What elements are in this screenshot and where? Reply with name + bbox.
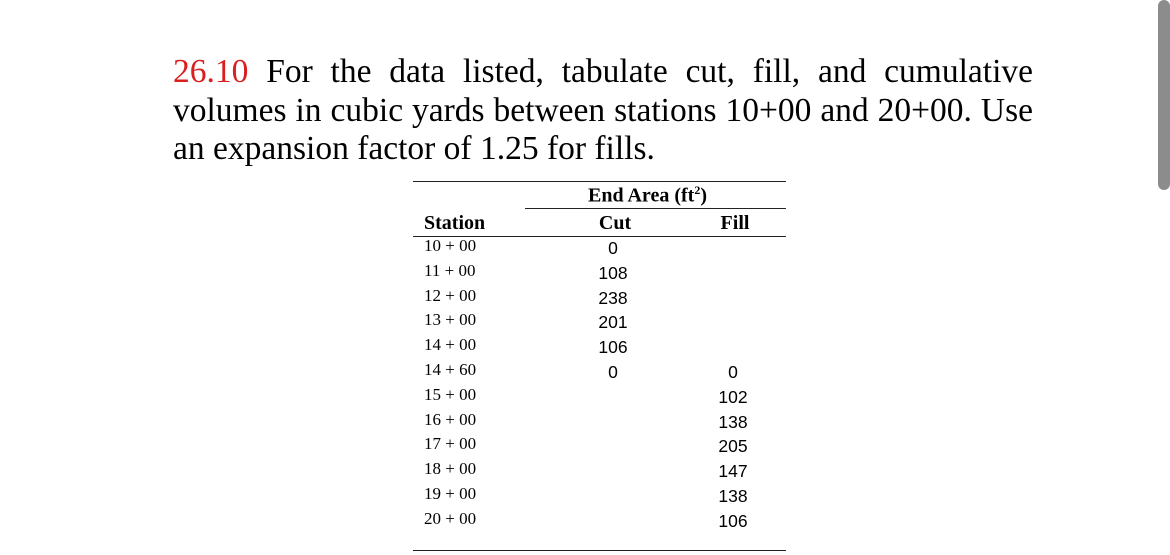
- table-body: [413, 236, 786, 534]
- table-row: [413, 261, 786, 286]
- table-row: [413, 434, 786, 459]
- table-row: [413, 310, 786, 335]
- group-header-superscript: 2: [694, 183, 701, 197]
- table-row: [413, 236, 786, 261]
- table-row: [413, 459, 786, 484]
- station-cell: 18 + 00: [424, 459, 477, 479]
- fill-cell: 0: [728, 361, 738, 382]
- cut-cell: 0: [608, 361, 618, 382]
- station-cell: 13 + 00: [424, 310, 477, 330]
- column-header-fill: Fill: [720, 212, 750, 234]
- station-cell: 19 + 00: [424, 483, 477, 503]
- vertical-scrollbar[interactable]: [1158, 0, 1170, 190]
- cut-cell: 238: [598, 287, 628, 308]
- cut-cell: 106: [598, 337, 628, 358]
- fill-cell: 138: [718, 485, 748, 506]
- table-row: [413, 410, 786, 435]
- group-header-text: End Area (ft: [588, 184, 695, 207]
- cut-cell: 0: [608, 238, 618, 258]
- station-cell: 17 + 00: [424, 434, 477, 454]
- fill-cell: 205: [718, 436, 748, 457]
- cut-cell: 108: [598, 262, 628, 283]
- column-header-station: Station: [424, 212, 486, 234]
- table-row: [413, 385, 786, 410]
- station-cell: 10 + 00: [424, 236, 477, 255]
- table-bottom-rule: [413, 550, 786, 551]
- group-header-rule: [525, 208, 786, 209]
- fill-cell: 102: [718, 386, 748, 407]
- column-header-cut: Cut: [598, 212, 632, 234]
- problem-text: For the data listed, tabulate cut, fill, and cumulative volumes in cubic yards between stations 10+00 and 20+00. Use an expansion factor of 1.25 for fills.: [173, 53, 1033, 167]
- station-cell: 15 + 00: [424, 384, 477, 404]
- problem-statement: [173, 53, 1033, 169]
- station-cell: 12 + 00: [424, 285, 477, 305]
- fill-cell: 138: [718, 411, 748, 432]
- problem-number: 26.10: [173, 53, 249, 90]
- group-header-close: ): [700, 184, 707, 207]
- station-cell: 16 + 00: [424, 409, 477, 429]
- fill-cell: 147: [718, 461, 748, 482]
- table-top-rule: [413, 181, 786, 182]
- table-row: [413, 509, 786, 534]
- table-row: [413, 360, 786, 385]
- station-cell: 14 + 00: [424, 335, 477, 355]
- station-cell: 14 + 60: [424, 359, 477, 379]
- table-row: [413, 484, 786, 509]
- fill-cell: 106: [718, 510, 748, 531]
- station-cell: 20 + 00: [424, 508, 477, 528]
- end-area-group-header: [588, 183, 707, 208]
- table-row: [413, 286, 786, 311]
- table-row: [413, 335, 786, 360]
- station-cell: 11 + 00: [424, 260, 476, 280]
- cut-cell: 201: [598, 312, 628, 333]
